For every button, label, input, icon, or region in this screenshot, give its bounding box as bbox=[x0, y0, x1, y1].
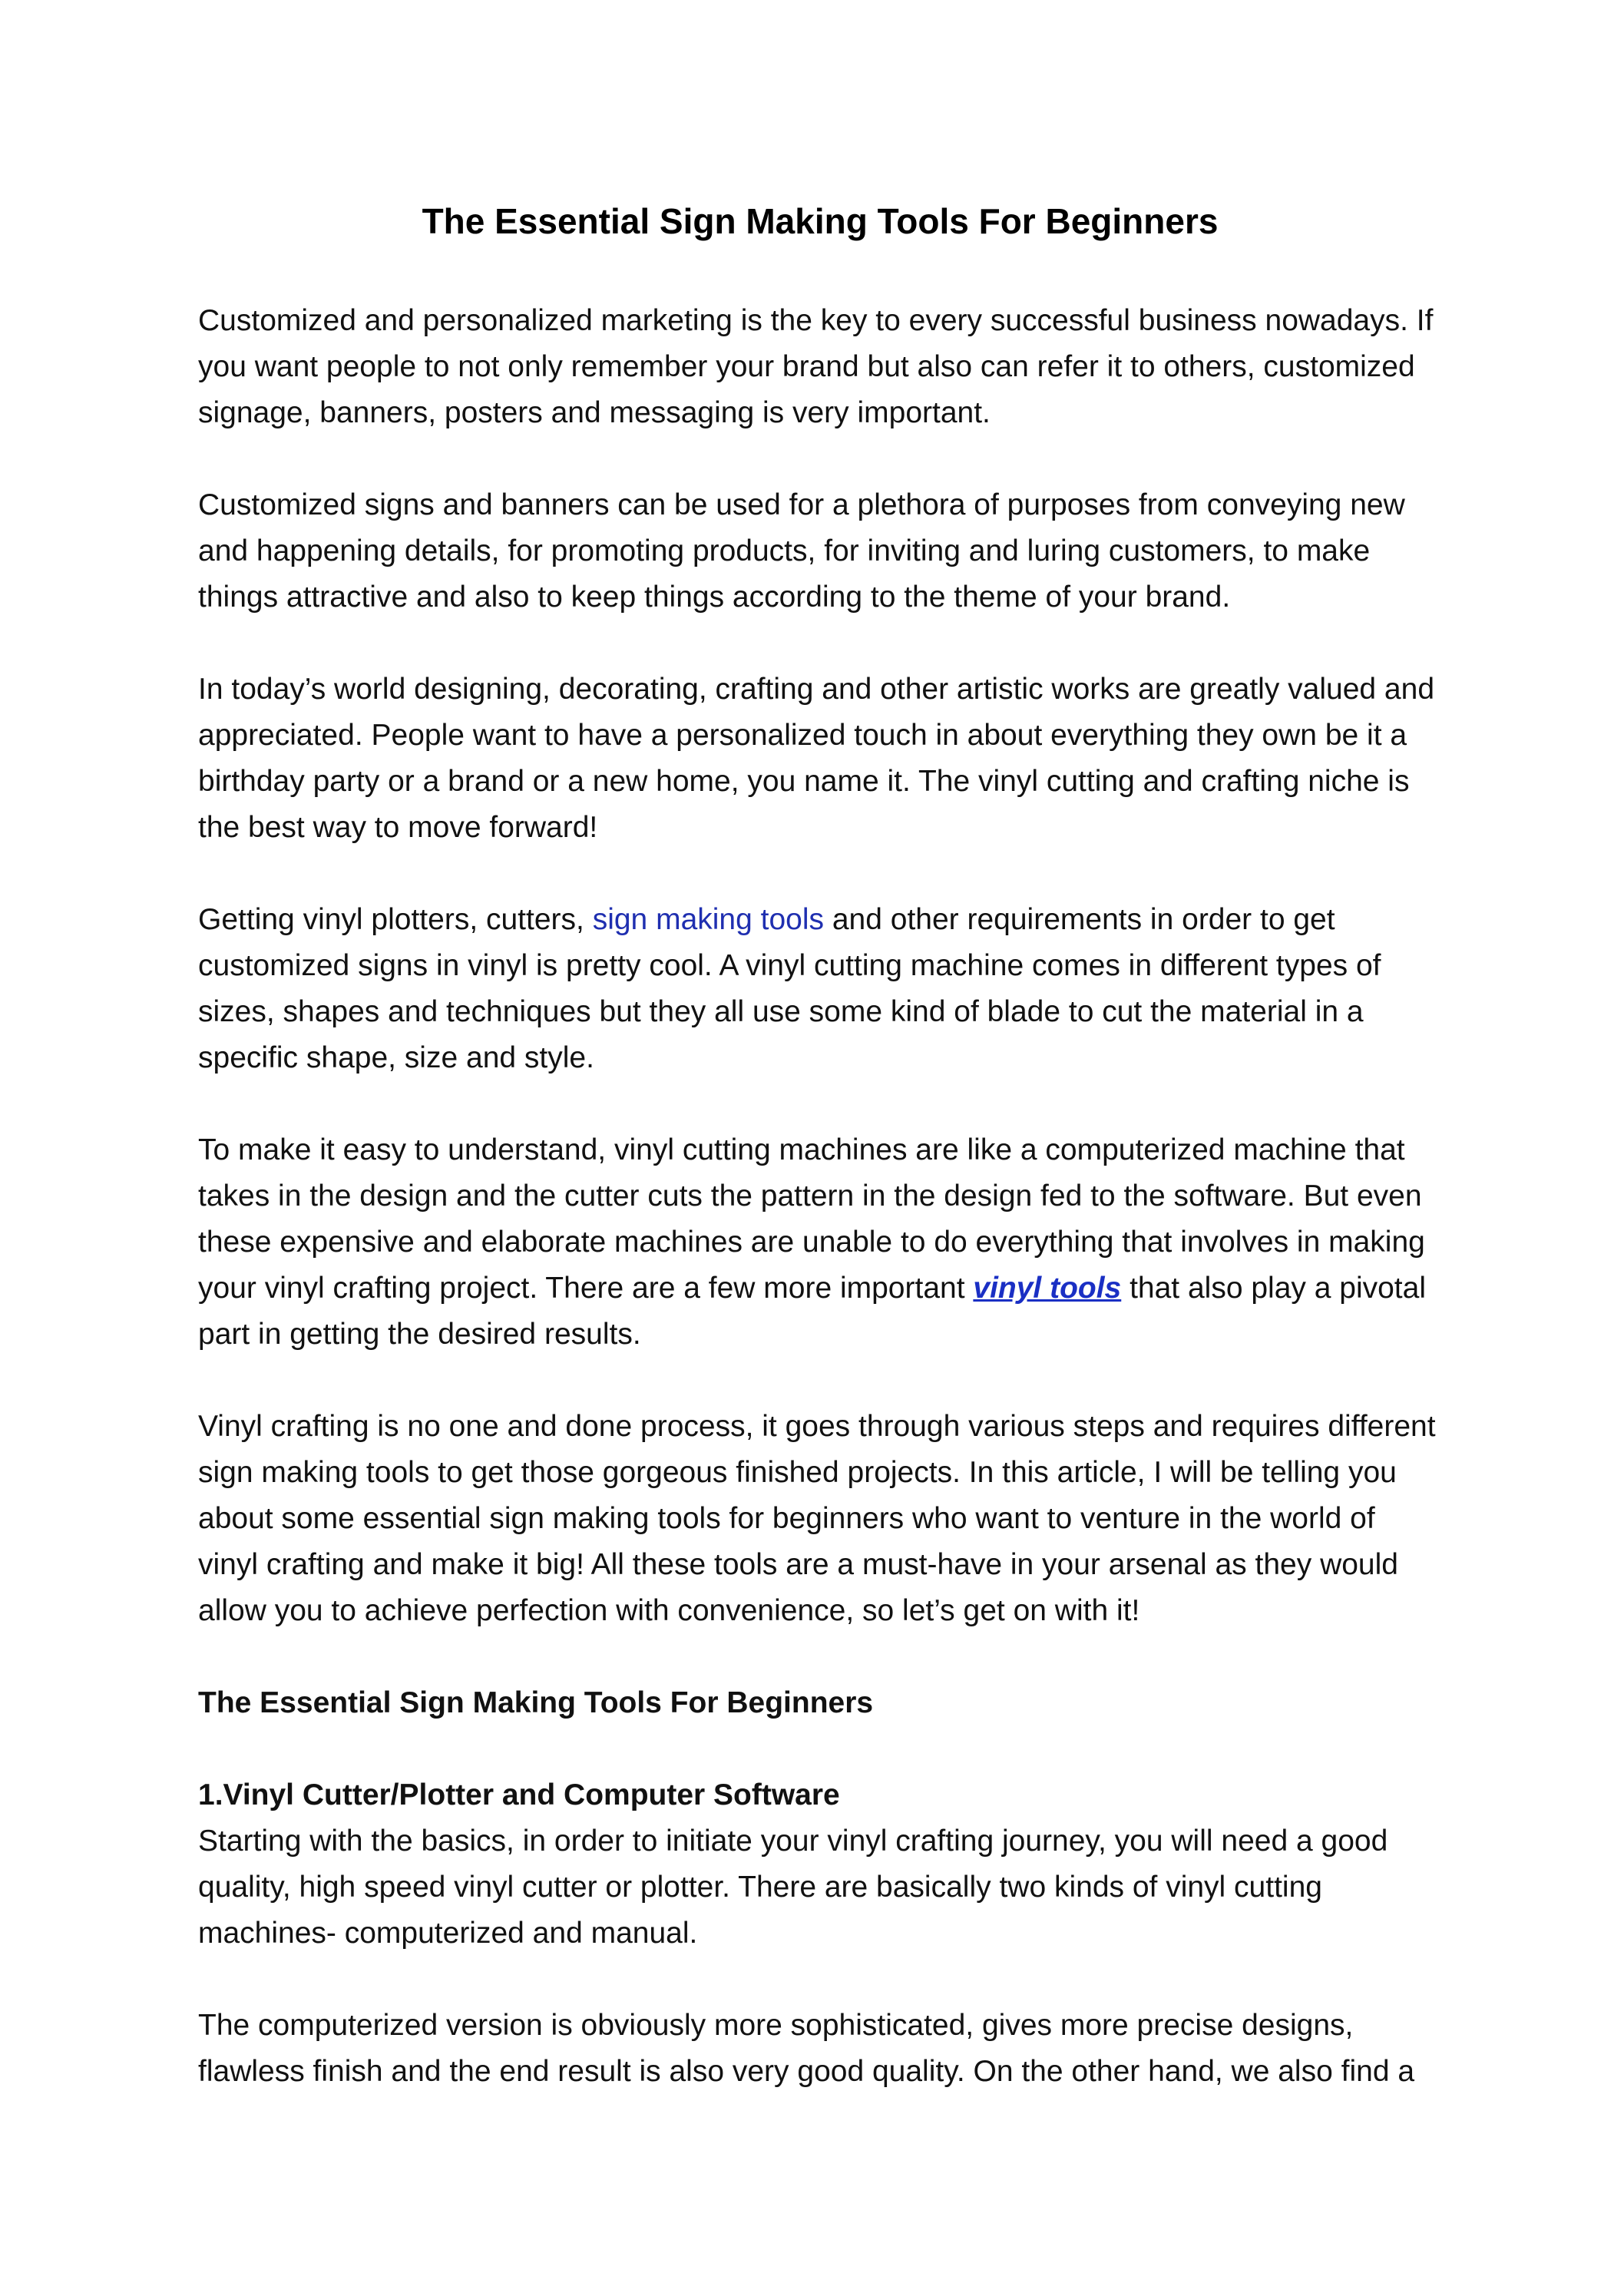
paragraph-text: To make it easy to understand, vinyl cutting machines are like a computerized machine that takes in the design and the cutter cuts the pattern in the design fed to the software. But even these expensive and elaborate machines are unable to do everything that involves in making your vinyl crafting project. There are a few more important bbox=[198, 1133, 1425, 1305]
document-title: The Essential Sign Making Tools For Beginners bbox=[422, 201, 1219, 241]
paragraph-todays-world: In today’s world designing, decorating, crafting and other artistic works are greatly valued and appreciated. People want to have a personalized touch in about everything they own be it a birthday party or a brand or a new home, you name it. The vinyl cutting and crafting niche is the best way to move forward! bbox=[198, 673, 1435, 844]
paragraph-computerized-version: The computerized version is obviously more sophisticated, gives more precise designs, flawless finish and the end result is also very good quality. On the other hand, we also find a bbox=[198, 2009, 1415, 2088]
paragraph-getting-vinyl bbox=[198, 897, 1442, 1081]
paragraph-text: that also play a pivotal part in getting the desired results. bbox=[198, 1272, 1426, 1351]
paragraph-intro: Customized and personalized marketing is the key to every successful business nowadays. If you want people to not only remember your brand but also can refer it to others, customized signage, banners, posters and messaging is very important. bbox=[198, 304, 1434, 429]
paragraph-text: and other requirements in order to get customized signs in vinyl is pretty cool. A vinyl cutting machine comes in different types of sizes, shapes and techniques but they all use some kind of blade to cut the material in a specific shape, size and style. bbox=[198, 903, 1381, 1074]
document-body bbox=[198, 190, 1442, 2095]
sign-making-tools-link[interactable]: sign making tools bbox=[592, 903, 825, 936]
paragraph-signs-banners: Customized signs and banners can be used for a plethora of purposes from conveying new and happening details, for promoting products, for inviting and luring customers, to make things attractive and also to keep things according to the theme of your brand. bbox=[198, 488, 1405, 614]
paragraph-starting-basics: Starting with the basics, in order to initiate your vinyl crafting journey, you will need a good quality, high speed vinyl cutter or plotter. There are basically two kinds of vinyl cutting machines- computerized and manual. bbox=[198, 1825, 1388, 1950]
vinyl-tools-link[interactable]: vinyl tools bbox=[973, 1272, 1122, 1305]
section-heading: The Essential Sign Making Tools For Beginners bbox=[198, 1686, 874, 1719]
paragraph-vinyl-crafting-process: Vinyl crafting is no one and done process, it goes through various steps and requires different sign making tools to get those gorgeous finished projects. In this article, I will be telling you about some essential sign making tools for beginners who want to venture in the world of vinyl crafting and make it big! All these tools are a must-have in your arsenal as they would allow you to achieve perfection with convenience, so let’s get on with it! bbox=[198, 1410, 1436, 1627]
paragraph-text: Getting vinyl plotters, cutters, bbox=[198, 903, 593, 936]
paragraph-easy-to-understand bbox=[198, 1127, 1442, 1358]
subheading-vinyl-cutter: 1.Vinyl Cutter/Plotter and Computer Software bbox=[198, 1778, 840, 1811]
